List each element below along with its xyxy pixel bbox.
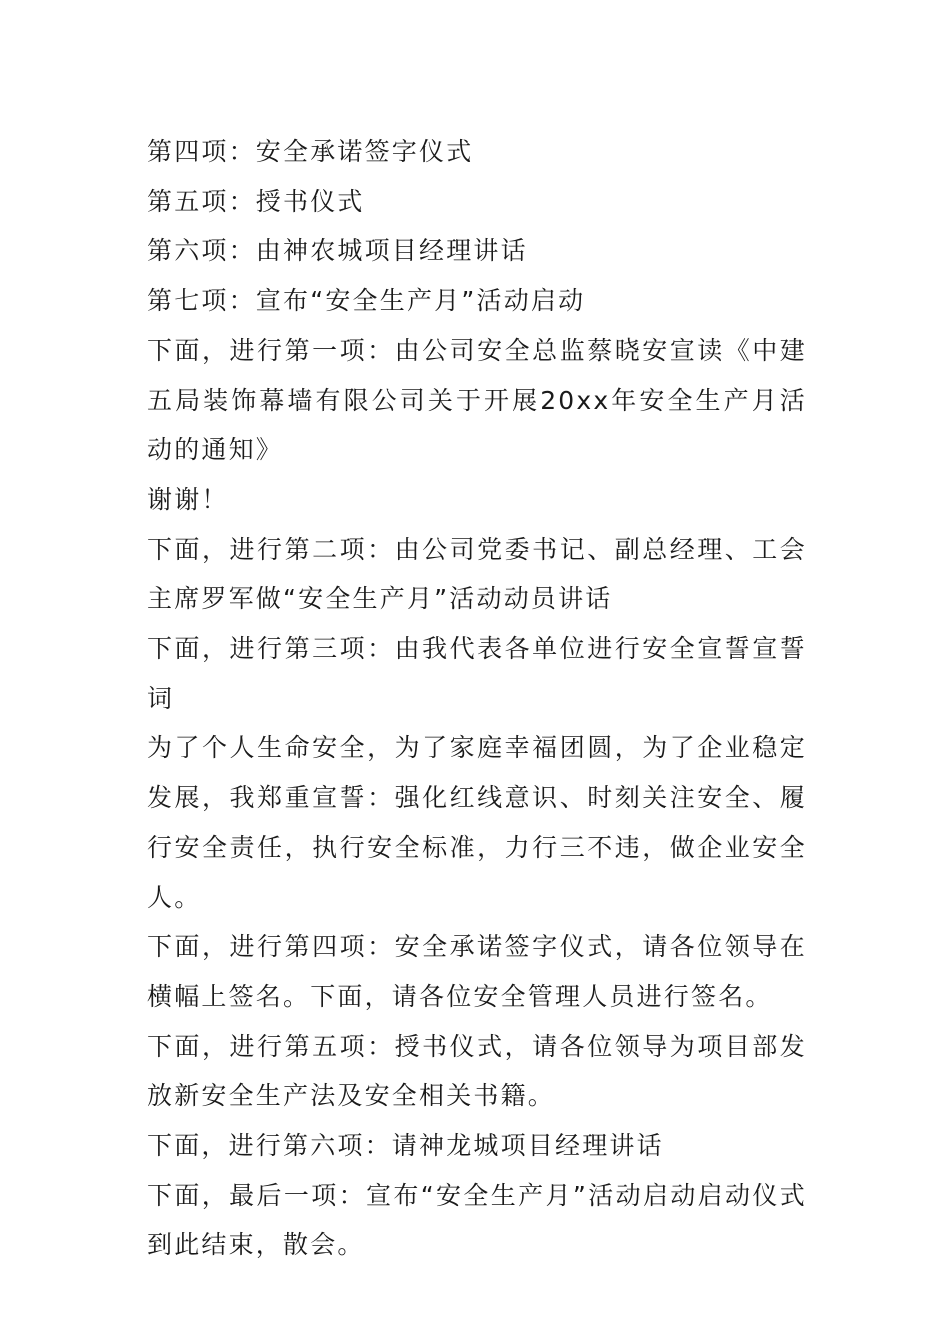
closing-paragraph: 下面，最后一项：宣布“安全生产月”活动启动启动仪式到此结束，散会。 [147, 1180, 807, 1260]
step-2-paragraph: 下面，进行第二项：由公司党委书记、副总经理、工会主席罗军做“安全生产月”活动动员讲话 [147, 534, 807, 614]
step-3-paragraph: 下面，进行第三项：由我代表各单位进行安全宣誓宣誓词 [147, 634, 807, 713]
step-4-paragraph: 下面，进行第四项：安全承诺签字仪式，请各位领导在横幅上签名。下面，请各位安全管理人员进行签名。 [147, 932, 807, 1011]
agenda-item-7: 第七项：宣布“安全生产月”活动启动 [147, 286, 586, 316]
agenda-item-4: 第四项：安全承诺签字仪式 [147, 137, 474, 166]
thanks-paragraph: 谢谢！ [147, 484, 229, 514]
agenda-item-6: 第六项：由神农城项目经理讲话 [147, 236, 528, 266]
agenda-item-5: 第五项：授书仪式 [147, 186, 365, 216]
oath-paragraph: 为了个人生命安全，为了家庭幸福团圆，为了企业稳定发展，我郑重宣誓：强化红线意识、时刻关注安全、履行安全责任，执行安全标准，力行三不违，做企业安全人。 [147, 733, 807, 912]
step-6-paragraph: 下面，进行第六项：请神龙城项目经理讲话 [147, 1131, 664, 1161]
document-body [147, 127, 807, 1270]
step-1-paragraph: 下面，进行第一项：由公司安全总监蔡晓安宣读《中建五局装饰幕墙有限公司关于开展20xx年安全生产月活动的通知》 [147, 335, 807, 465]
step-5-paragraph: 下面，进行第五项：授书仪式，请各位领导为项目部发放新安全生产法及安全相关书籍。 [147, 1031, 807, 1111]
